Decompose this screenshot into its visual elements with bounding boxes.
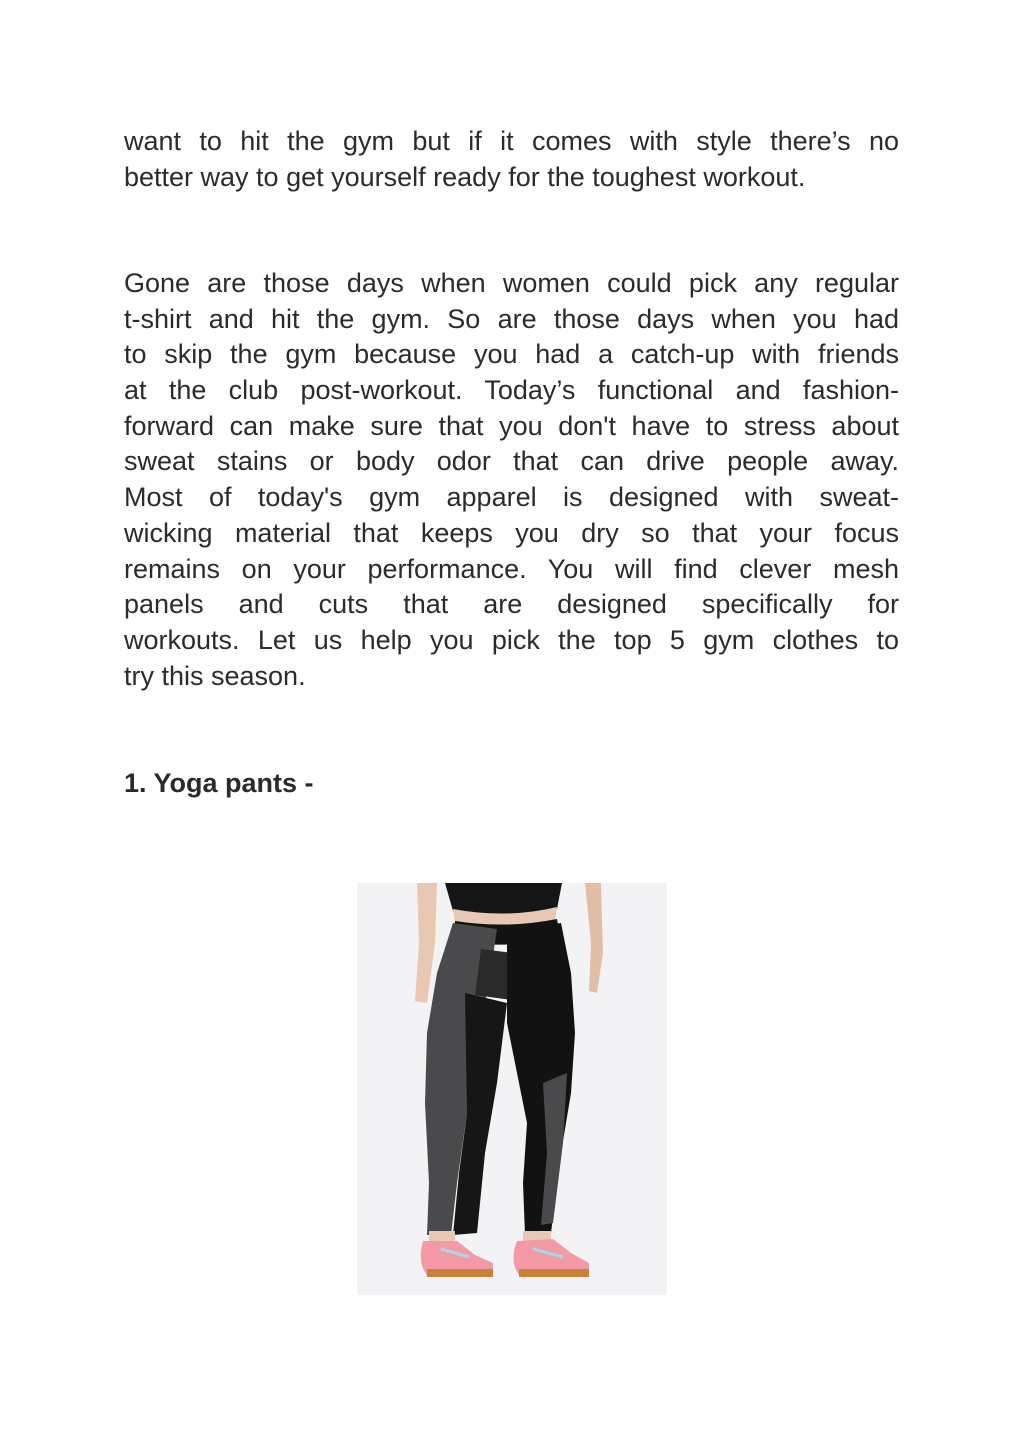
text-line: wicking material that keeps you dry so that your focus — [124, 517, 899, 548]
yoga-pants-illustration — [357, 883, 667, 1295]
text-line: to skip the gym because you had a catch-up with friends — [124, 339, 899, 370]
text-line: forward can make sure that you don't have to stress about — [124, 410, 899, 441]
text-line: workouts. Let us help you pick the top 5 gym clothes to — [124, 624, 899, 655]
text-line: Gone are those days when women could pick any regular — [124, 268, 899, 298]
text-line: better way to get yourself ready for the toughest workout. — [124, 161, 806, 192]
text-line: sweat stains or body odor that can drive people away. — [124, 446, 899, 477]
text-line: try this season. — [124, 660, 306, 691]
text-line: Most of today's gym apparel is designed with sweat- — [124, 482, 899, 513]
intro-paragraph — [124, 124, 899, 195]
body-paragraph — [124, 266, 899, 694]
text-line: remains on your performance. You will find clever mesh — [124, 553, 899, 584]
text-line: panels and cuts that are designed specifically for — [124, 589, 899, 620]
section-heading: 1. Yoga pants - — [124, 768, 314, 798]
right-shoe-sole — [519, 1269, 589, 1277]
text-line: t-shirt and hit the gym. So are those days when you had — [124, 303, 899, 334]
text-line: at the club post-workout. Today’s functional and fashion- — [124, 375, 899, 406]
yoga-pants-photo — [357, 883, 667, 1295]
text-line: want to hit the gym but if it comes with style there’s no — [124, 126, 899, 156]
left-shoe-sole — [427, 1269, 493, 1277]
